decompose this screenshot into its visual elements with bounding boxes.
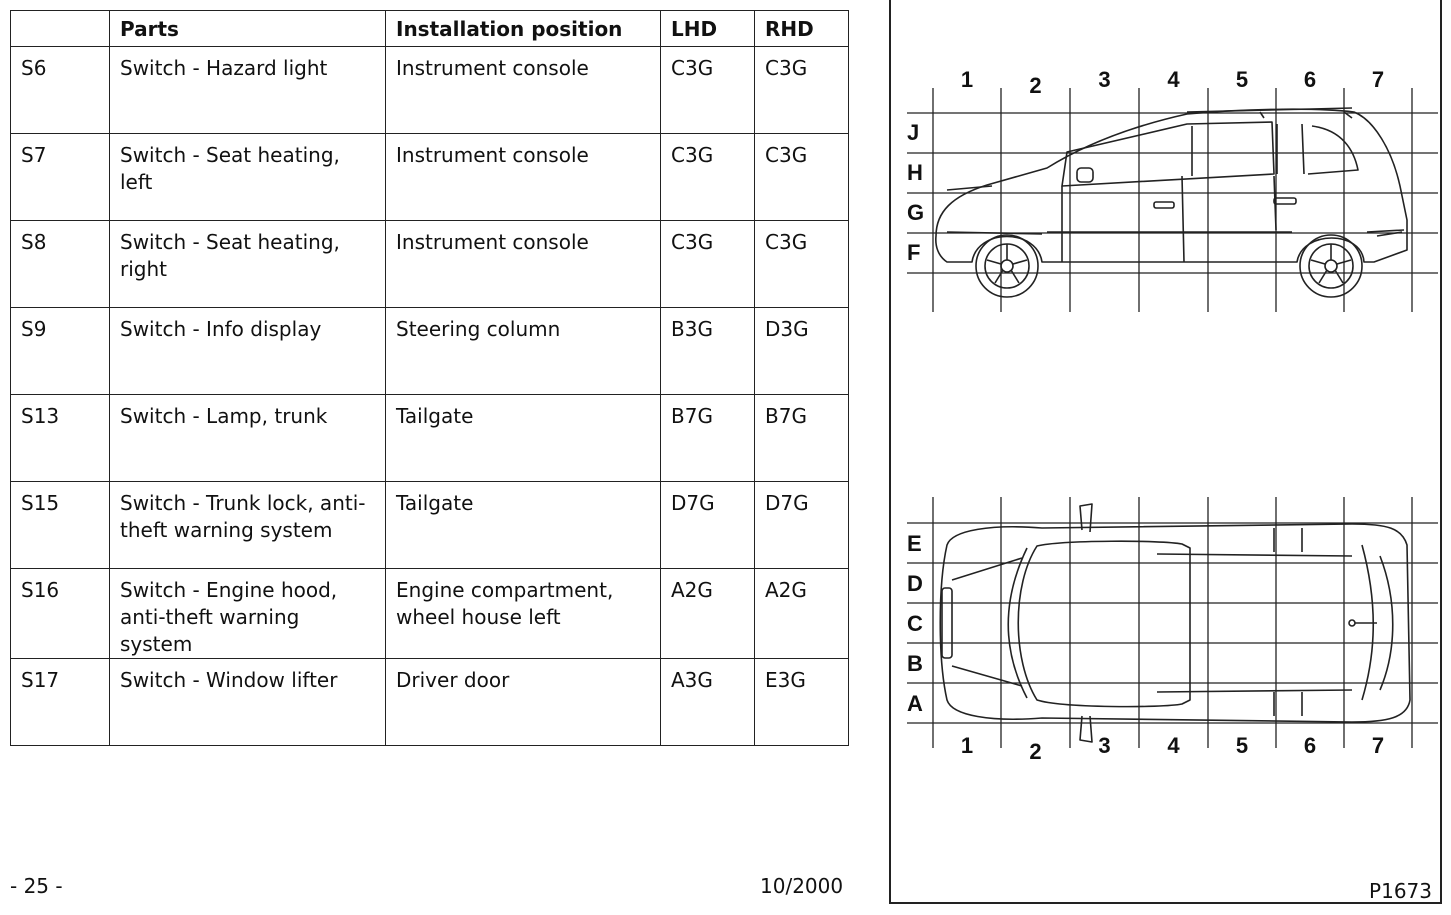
side-column-label: 3 (1098, 67, 1111, 92)
cell-part: Switch - Info display (110, 308, 386, 395)
table-header-row (11, 11, 849, 47)
cell-lhd: D7G (661, 482, 755, 569)
header-rhd: RHD (755, 11, 849, 47)
cell-code: S13 (11, 395, 110, 482)
cell-code: S6 (11, 47, 110, 134)
side-row-label: H (907, 160, 923, 185)
cell-rhd: B7G (755, 395, 849, 482)
top-row-label: E (907, 531, 922, 556)
table-row (11, 221, 849, 308)
side-column-label: 6 (1303, 67, 1317, 92)
table-row (11, 482, 849, 569)
side-column-label: 7 (1371, 67, 1385, 92)
cell-code: S15 (11, 482, 110, 569)
cell-part: Switch - Seat heating, right (110, 221, 386, 308)
top-view-car (940, 504, 1410, 742)
side-row-label: G (907, 200, 925, 225)
top-column-label: 2 (1029, 739, 1042, 764)
cell-code: S17 (11, 659, 110, 746)
cell-part: Switch - Lamp, trunk (110, 395, 386, 482)
cell-code: S8 (11, 221, 110, 308)
cell-lhd: C3G (661, 134, 755, 221)
cell-rhd: C3G (755, 47, 849, 134)
cell-position: Instrument console (386, 221, 661, 308)
cell-rhd: E3G (755, 659, 849, 746)
cell-part: Switch - Trunk lock, anti-theft warning system (110, 482, 386, 569)
cell-position: Steering column (386, 308, 661, 395)
page-number: - 25 - (10, 874, 63, 898)
top-column-label: 3 (1098, 733, 1111, 758)
vehicle-location-figure (889, 0, 1442, 904)
side-row-label: F (907, 240, 921, 265)
side-column-label: 4 (1167, 67, 1180, 92)
side-view-car (936, 108, 1407, 262)
table-row (11, 659, 849, 746)
cell-position: Tailgate (386, 482, 661, 569)
cell-rhd: A2G (755, 569, 849, 659)
cell-code: S7 (11, 134, 110, 221)
cell-lhd: B7G (661, 395, 755, 482)
table-row (11, 569, 849, 659)
cell-position: Driver door (386, 659, 661, 746)
cell-position: Tailgate (386, 395, 661, 482)
cell-part: Switch - Window lifter (110, 659, 386, 746)
top-row-label: C (907, 611, 923, 636)
header-lhd: LHD (661, 11, 755, 47)
parts-table (10, 10, 849, 746)
header-code (11, 11, 110, 47)
cell-part: Switch - Engine hood, anti-theft warning system (110, 569, 386, 659)
side-column-label: 2 (1029, 73, 1042, 98)
side-column-label: 5 (1235, 67, 1249, 92)
cell-lhd: B3G (661, 308, 755, 395)
cell-position: Engine compartment, wheel house left (386, 569, 661, 659)
table-row (11, 47, 849, 134)
cell-rhd: C3G (755, 221, 849, 308)
top-column-label: 6 (1303, 733, 1317, 758)
cell-part: Switch - Seat heating, left (110, 134, 386, 221)
side-row-label: J (907, 120, 920, 145)
header-installation-position: Installation position (386, 11, 661, 47)
cell-code: S16 (11, 569, 110, 659)
cell-part: Switch - Hazard light (110, 47, 386, 134)
table-row (11, 308, 849, 395)
top-column-label: 5 (1235, 733, 1249, 758)
cell-lhd: C3G (661, 47, 755, 134)
top-column-label: 7 (1371, 733, 1385, 758)
cell-code: S9 (11, 308, 110, 395)
cell-lhd: A3G (661, 659, 755, 746)
table-row (11, 395, 849, 482)
header-parts: Parts (110, 11, 386, 47)
top-row-label: A (907, 691, 923, 716)
cell-position: Instrument console (386, 134, 661, 221)
side-column-label: 1 (960, 67, 974, 92)
cell-rhd: D3G (755, 308, 849, 395)
side-view-front-wheel (976, 235, 1038, 297)
cell-lhd: A2G (661, 569, 755, 659)
top-column-label: 4 (1167, 733, 1180, 758)
cell-position: Instrument console (386, 47, 661, 134)
cell-rhd: D7G (755, 482, 849, 569)
figure-code: P1673 (1369, 879, 1432, 903)
table-row (11, 134, 849, 221)
side-view-rear-wheel (1300, 235, 1362, 297)
top-row-label: B (907, 651, 923, 676)
cell-lhd: C3G (661, 221, 755, 308)
revision-date: 10/2000 (760, 874, 844, 898)
top-column-label: 1 (960, 733, 974, 758)
vehicle-grid-diagram (891, 0, 1440, 902)
top-row-label: D (907, 571, 923, 596)
cell-rhd: C3G (755, 134, 849, 221)
